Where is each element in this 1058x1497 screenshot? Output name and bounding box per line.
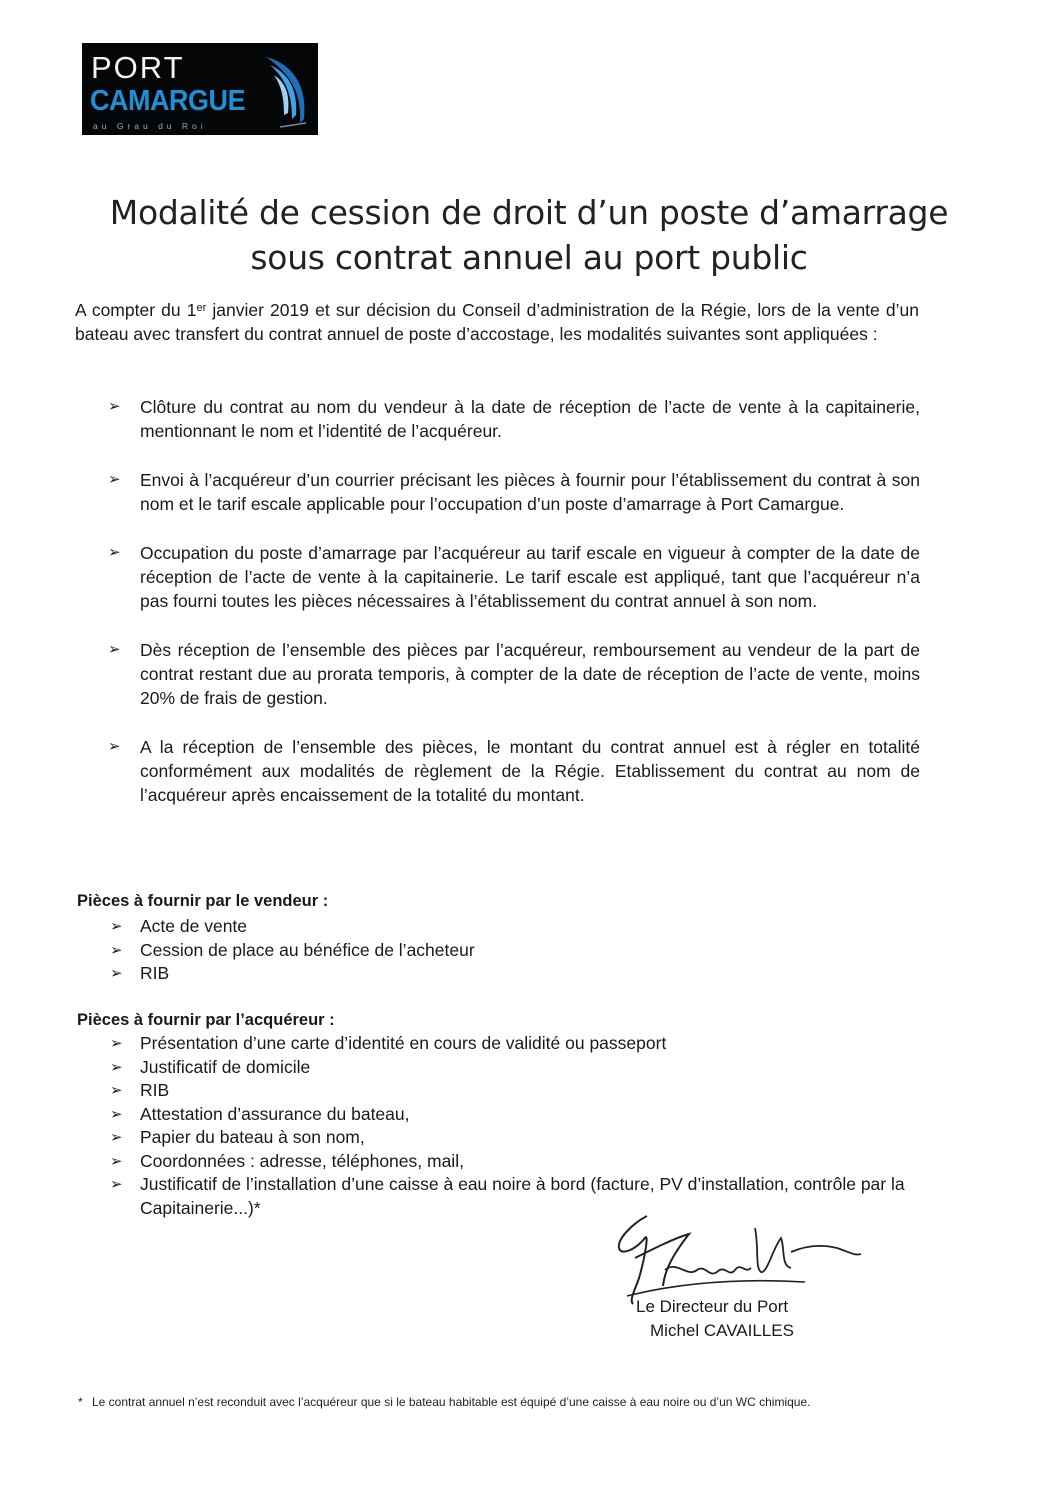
buyer-doc-1: Présentation d’une carte d’identité en cours de validité ou passeport: [140, 1033, 667, 1053]
signatory-name: Michel CAVAILLES: [650, 1321, 794, 1340]
logo-tagline: au Grau du Roi: [93, 121, 207, 131]
list-item: [110, 1032, 920, 1056]
logo-line-camargue: CAMARGUE: [90, 85, 246, 117]
arrow-icon: ➢: [108, 471, 121, 488]
list-item: [110, 1150, 920, 1174]
procedure-step-5: A la réception de l’ensemble des pièces, le montant du contrat annuel est à régler en totalité conformément aux modalités de règlement de la Régie. Etablissement du contrat au nom de l’acquéreur après encaissement de la totalité du montant.: [140, 737, 920, 805]
seller-documents-list: [110, 915, 475, 986]
list-item: [110, 1103, 920, 1127]
arrow-icon: ➢: [110, 1058, 123, 1076]
list-item: [110, 915, 475, 939]
intro-paragraph: [75, 298, 919, 346]
list-item: [110, 1056, 920, 1080]
buyer-doc-3: RIB: [140, 1080, 170, 1100]
arrow-icon: ➢: [110, 1176, 123, 1193]
procedure-step-3: Occupation du poste d’amarrage par l’acquéreur au tarif escale en vigueur à compter de la date de réception de l’acte de vente à la capitainerie. Le tarif escale est appliqué, tant que l’acquéreur n’a pas fourni toutes les pièces nécessaires à l’établissement du contrat annuel à son nom.: [140, 543, 920, 611]
footnote: [78, 1393, 952, 1412]
buyer-heading: Pièces à fournir par l’acquéreur :: [77, 1011, 335, 1029]
seller-heading: Pièces à fournir par le vendeur :: [77, 892, 329, 910]
list-item: [108, 468, 920, 516]
intro-rest: janvier 2019 et sur décision du Conseil d’administration de la Régie, lors de la vente d’un bateau avec transfert du contrat annuel de poste d’accostage, les modalités suivantes sont appliquées :: [75, 300, 919, 344]
list-item: [110, 939, 475, 963]
list-item: [108, 638, 920, 710]
buyer-doc-6: Coordonnées : adresse, téléphones, mail,: [140, 1150, 464, 1171]
list-item: [110, 1079, 920, 1103]
procedure-step-1: Clôture du contrat au nom du vendeur à la date de réception de l’acte de vente à la capitainerie, mentionnant le nom et l’identité de l’acquéreur.: [140, 397, 920, 441]
sail-icon: [260, 53, 316, 133]
signatory-title: Le Directeur du Port: [636, 1297, 789, 1316]
arrow-icon: ➢: [108, 738, 121, 755]
arrow-icon: ➢: [110, 941, 123, 959]
arrow-icon: ➢: [110, 965, 123, 982]
procedure-list: [108, 395, 920, 832]
arrow-icon: ➢: [110, 1105, 123, 1123]
arrow-icon: ➢: [110, 918, 123, 935]
footnote-text: Le contrat annuel n’est reconduit avec l’acquéreur que si le bateau habitable est équipé d’une caisse à eau noire ou d’un WC chimique.: [92, 1395, 811, 1409]
arrow-icon: ➢: [108, 544, 121, 561]
seller-doc-2: Cession de place au bénéfice de l’acheteur: [140, 939, 475, 960]
buyer-doc-2: Justificatif de domicile: [140, 1056, 311, 1077]
buyer-doc-4: Attestation d’assurance du bateau,: [140, 1103, 410, 1124]
buyer-documents-list: [110, 1032, 920, 1220]
seller-doc-1: Acte de vente: [140, 916, 248, 936]
procedure-step-4: Dès réception de l’ensemble des pièces par l’acquéreur, remboursement au vendeur de la part de contrat restant due au prorata temporis, à compter de la date de réception de l’acte de vente, moins 20% de frais de gestion.: [140, 640, 920, 708]
logo-line-port: PORT: [91, 50, 185, 85]
footnote-marker: *: [78, 1395, 83, 1409]
page-title: Modalité de cession de droit d’un poste d’amarrage sous contrat annuel au port public: [109, 193, 949, 277]
buyer-doc-5: Papier du bateau à son nom,: [140, 1127, 365, 1147]
arrow-icon: ➢: [110, 1152, 123, 1170]
arrow-icon: ➢: [110, 1129, 123, 1146]
arrow-icon: ➢: [108, 641, 121, 658]
port-camargue-logo: [82, 43, 318, 135]
list-item: [108, 395, 920, 443]
list-item: [108, 541, 920, 613]
handwritten-signature: [605, 1208, 865, 1308]
list-item: [110, 962, 475, 986]
arrow-icon: ➢: [110, 1082, 123, 1099]
list-item: [108, 735, 920, 807]
arrow-icon: ➢: [108, 398, 121, 415]
intro-start: A compter du 1: [75, 300, 197, 320]
seller-doc-3: RIB: [140, 963, 170, 983]
procedure-step-2: Envoi à l’acquéreur d’un courrier précisant les pièces à fournir pour l’établissement du contrat à son nom et le tarif escale applicable pour l’occupation d’un poste d’amarrage à Port Camargue.: [140, 470, 920, 514]
intro-ordinal: er: [196, 302, 207, 314]
arrow-icon: ➢: [110, 1035, 123, 1052]
buyer-doc-7: Justificatif de l’installation d’une caisse à eau noire à bord (facture, PV d’installation, contrôle par la Capitainerie...)*: [140, 1174, 905, 1218]
list-item: [110, 1126, 920, 1150]
